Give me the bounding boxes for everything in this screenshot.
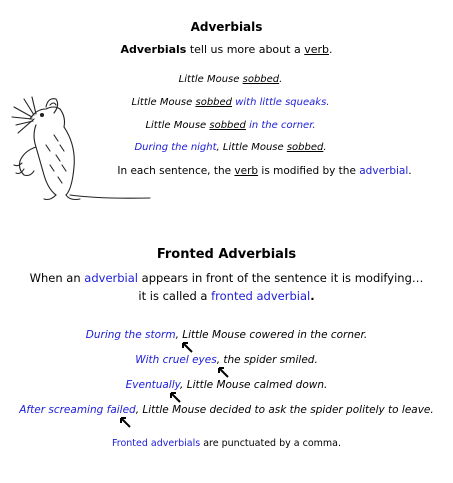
note-text: are punctuated by a comma. xyxy=(200,438,342,449)
main-clause: , Little Mouse cowered in the corner. xyxy=(175,329,368,341)
comma-arrow-icon xyxy=(216,366,230,378)
fronted-example xyxy=(0,354,453,366)
intro-verb: verb xyxy=(304,43,329,56)
comma-arrow-icon xyxy=(168,391,182,403)
example-text: Little Mouse xyxy=(131,97,196,108)
definition-fronted: fronted adverbial xyxy=(211,289,311,303)
definition-end: . xyxy=(310,289,315,303)
example-end: . xyxy=(279,74,283,85)
example-adverbial: During the night xyxy=(134,142,217,153)
fronted-example xyxy=(0,404,453,416)
example-verb: sobbed xyxy=(242,74,280,85)
example-end: . xyxy=(323,142,327,153)
summary-adverbial: adverbial xyxy=(359,165,409,177)
note-fronted: Fronted adverbials xyxy=(111,438,201,449)
example-verb: sobbed xyxy=(209,120,246,131)
punctuation-note xyxy=(0,438,453,449)
fronted-example xyxy=(0,329,453,341)
definition-text: appears in front of the sentence it is modifying… xyxy=(138,271,424,285)
summary-text: In each sentence, the xyxy=(117,165,235,177)
intro-sentence xyxy=(0,43,453,56)
definition-text: it is called a xyxy=(138,289,212,303)
fronted-adverbial: During the storm xyxy=(85,329,176,341)
mouse-illustration xyxy=(10,95,152,210)
summary-text: is modified by the xyxy=(258,165,360,177)
main-clause: , Little Mouse calmed down. xyxy=(180,379,328,391)
example-text: , Little Mouse xyxy=(216,142,287,153)
fronted-adverbial: Eventually xyxy=(125,379,181,391)
summary-verb: verb xyxy=(234,165,259,177)
definition-line xyxy=(0,289,453,303)
intro-text: tell us more about a xyxy=(186,43,305,56)
fronted-example xyxy=(0,379,453,391)
definition-text: When an xyxy=(29,271,85,285)
definition-line xyxy=(0,271,453,285)
example-text: Little Mouse xyxy=(145,120,210,131)
comma-arrow-icon xyxy=(180,341,194,353)
definition-adverbial: adverbial xyxy=(84,271,138,285)
intro-term: Adverbials xyxy=(120,43,187,56)
main-clause: , the spider smiled. xyxy=(216,354,318,366)
example-verb: sobbed xyxy=(195,97,233,108)
fronted-adverbial: With cruel eyes xyxy=(135,354,217,366)
summary-end: . xyxy=(408,165,412,177)
comma-arrow-icon xyxy=(118,416,132,428)
intro-end: . xyxy=(328,43,333,56)
example-verb: sobbed xyxy=(286,142,324,153)
example-adverbial: in the corner. xyxy=(245,120,316,131)
example-adverbial: with little squeaks. xyxy=(232,97,330,108)
fronted-adverbial: After screaming failed xyxy=(19,404,136,416)
page-title: Adverbials xyxy=(190,20,263,34)
section-title: Fronted Adverbials xyxy=(156,247,297,262)
example-text: Little Mouse xyxy=(178,74,243,85)
main-clause: , Little Mouse decided to ask the spider politely to leave. xyxy=(135,404,434,416)
example-sentence xyxy=(4,74,453,85)
